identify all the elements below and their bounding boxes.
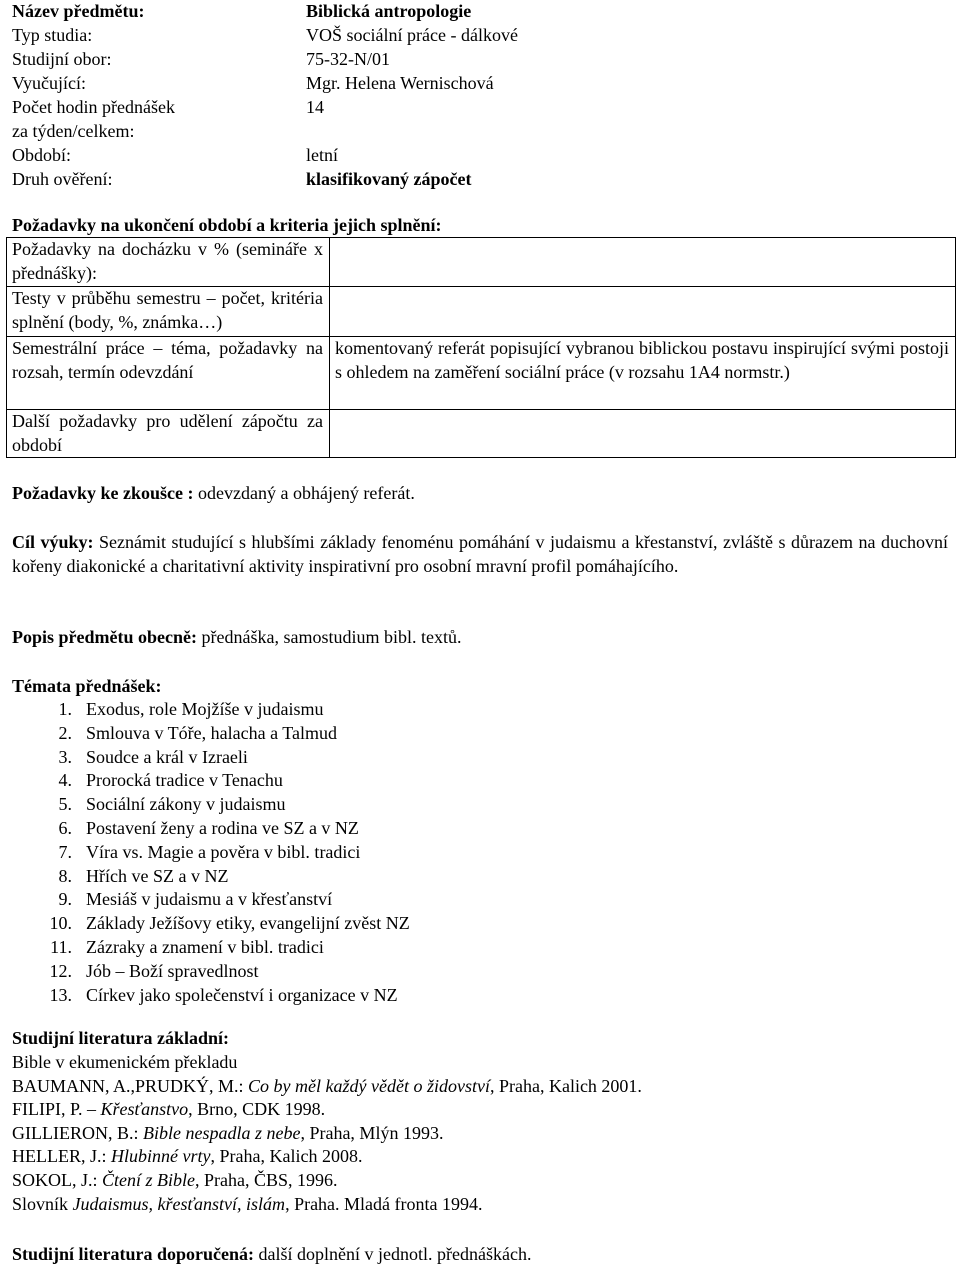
list-number: 13. <box>49 984 72 1005</box>
literature-item <box>12 1145 948 1169</box>
literature-author: FILIPI, P. – <box>12 1099 101 1120</box>
list-text: Soudce a král v Izraeli <box>86 746 248 767</box>
header-value: 14 <box>306 97 324 117</box>
list-number: 12. <box>49 960 72 981</box>
header-row <box>12 120 948 144</box>
requirements-heading: Požadavky na ukončení období a kriteria jejich splnění: <box>12 215 442 235</box>
exam-requirement <box>12 482 415 506</box>
header-label: Název předmětu: <box>12 1 145 21</box>
literature-publisher: , Praha, Kalich 2001. <box>489 1075 642 1096</box>
literature-author: Slovník <box>12 1193 73 1214</box>
exam-text: odevzdaný a obhájený referát. <box>198 483 415 503</box>
list-item <box>12 888 712 912</box>
list-number: 6. <box>58 817 72 838</box>
list-text: Sociální zákony v judaismu <box>86 794 286 815</box>
literature-author: BAUMANN, A.,PRUDKÝ, M.: <box>12 1075 249 1096</box>
literature-publisher: , Praha, ČBS, 1996. <box>195 1169 338 1190</box>
header-value: klasifikovaný zápočet <box>306 169 472 189</box>
list-text: Zázraky a znamení v bibl. tradici <box>86 936 324 957</box>
list-number: 1. <box>58 699 72 719</box>
recommended-label: Studijní literatura doporučená: <box>12 1244 255 1264</box>
literature-item <box>12 1193 948 1217</box>
list-number: 3. <box>58 746 72 767</box>
literature-title: Bible nespadla z nebe <box>142 1122 301 1143</box>
exam-label: Požadavky ke zkoušce : <box>12 483 194 503</box>
list-number: 5. <box>58 794 72 815</box>
goal-text: Seznámit studující s hlubšími základy fenoménu pomáhání v judaismu a křestanství, zvláště s důrazem na duchovní kořeny diakonické a charitativní aktivity inspirativní pro osobní mravní profil pomáhajícího. <box>12 532 948 576</box>
list-text: Hřích ve SZ a v NZ <box>86 865 229 886</box>
table-cell-value <box>330 410 956 458</box>
literature-title: Judaismus, křesťanství, islám <box>72 1193 286 1214</box>
literature-item <box>12 1075 948 1099</box>
list-number: 9. <box>58 889 72 910</box>
literature-title: Čtení z Bible <box>102 1169 196 1190</box>
table-cell-label: Požadavky na docházku v % (semináře x přednášky): <box>7 238 330 287</box>
header-value: Biblická antropologie <box>306 1 472 21</box>
literature-author: Bible v ekumenickém překladu <box>12 1052 238 1072</box>
table-cell-label: Další požadavky pro udělení zápočtu za období <box>7 410 330 458</box>
list-item <box>12 769 712 793</box>
header-row <box>12 168 948 192</box>
list-item <box>12 722 712 746</box>
list-item <box>12 746 712 770</box>
header-value: Mgr. Helena Wernischová <box>306 73 494 93</box>
goal-paragraph <box>12 531 948 578</box>
header-value: VOŠ sociální práce - dálkové <box>306 25 518 45</box>
header-row <box>12 0 948 24</box>
list-item <box>12 817 712 841</box>
course-header <box>12 0 948 192</box>
list-number: 8. <box>58 865 72 886</box>
header-row <box>12 96 948 120</box>
header-row <box>12 24 948 48</box>
table-cell-label: Semestrální práce – téma, požadavky na rozsah, termín odevzdání <box>7 337 330 410</box>
header-label: Vyučující: <box>12 73 86 93</box>
literature-title: Hlubinné vrty <box>111 1146 211 1167</box>
header-row <box>12 48 948 72</box>
literature-heading: Studijní literatura základní: <box>12 1028 230 1048</box>
literature-publisher: , Praha, Kalich 2008. <box>210 1146 363 1167</box>
list-number: 7. <box>58 841 72 862</box>
literature-item <box>12 1051 948 1075</box>
recommended-literature <box>12 1243 531 1267</box>
literature-author: SOKOL, J.: <box>12 1169 103 1190</box>
literature-title: Křesťanstvo <box>100 1099 189 1120</box>
literature-title: Co by měl každý vědět o židovství <box>248 1075 490 1096</box>
literature-item <box>12 1169 948 1193</box>
table-row <box>7 287 956 337</box>
list-item <box>12 841 712 865</box>
literature-publisher: , Praha. Mladá fronta 1994. <box>285 1193 483 1214</box>
list-text: Církev jako společenství i organizace v NZ <box>86 984 398 1005</box>
header-row <box>12 144 948 168</box>
goal-label: Cíl výuky: <box>12 532 94 552</box>
requirements-table <box>6 237 956 458</box>
recommended-text: další doplnění v jednotl. přednáškách. <box>258 1244 532 1264</box>
literature-publisher: , Praha, Mlýn 1993. <box>300 1122 444 1143</box>
header-label: Studijní obor: <box>12 49 112 69</box>
literature-item <box>12 1098 948 1122</box>
list-item <box>12 984 712 1008</box>
table-cell-label: Testy v průběhu semestru – počet, kritéria splnění (body, %, známka…) <box>7 287 330 337</box>
literature-list <box>12 1051 948 1216</box>
literature-publisher: , Brno, CDK 1998. <box>188 1099 326 1120</box>
table-cell-value <box>330 287 956 337</box>
list-item <box>12 793 712 817</box>
list-text: Smlouva v Tóře, halacha a Talmud <box>86 722 338 743</box>
list-text: Jób – Boží spravedlnost <box>86 960 259 981</box>
header-label: Období: <box>12 145 72 165</box>
table-cell-value <box>330 238 956 287</box>
list-number: 10. <box>49 913 72 934</box>
topics-heading: Témata přednášek: <box>12 676 162 696</box>
header-row <box>12 72 948 96</box>
list-item <box>12 912 712 936</box>
literature-author: GILLIERON, B.: <box>12 1122 143 1143</box>
list-text: Víra vs. Magie a pověra v bibl. tradici <box>86 841 361 862</box>
header-label: za týden/celkem: <box>12 121 135 141</box>
literature-item <box>12 1122 948 1146</box>
list-text: Postavení ženy a rodina ve SZ a v NZ <box>86 817 359 838</box>
list-item <box>12 960 712 984</box>
table-row <box>7 337 956 410</box>
table-cell-value: komentovaný referát popisující vybranou biblickou postavu inspirující svými postoji s ohledem na zaměření sociální práce (v rozsahu 1A4 normstr.) <box>330 337 956 410</box>
list-number: 11. <box>50 936 72 957</box>
list-text: Prorocká tradice v Tenachu <box>86 770 283 791</box>
table-row <box>7 238 956 287</box>
list-text: Základy Ježíšovy etiky, evangelijní zvěst NZ <box>86 913 410 934</box>
header-value: letní <box>306 145 338 165</box>
list-item <box>12 936 712 960</box>
literature-author: HELLER, J.: <box>12 1146 111 1167</box>
list-item <box>12 698 712 722</box>
table-row <box>7 410 956 458</box>
list-text: Exodus, role Mojžíše v judaismu <box>86 699 324 719</box>
header-label: Typ studia: <box>12 25 93 45</box>
course-description <box>12 626 461 650</box>
header-value: 75-32-N/01 <box>306 49 390 69</box>
topics-list <box>12 698 712 1007</box>
list-number: 2. <box>58 722 72 743</box>
description-text: přednáška, samostudium bibl. textů. <box>201 627 462 647</box>
list-item <box>12 865 712 889</box>
list-number: 4. <box>58 770 72 791</box>
header-label: Počet hodin přednášek <box>12 97 175 117</box>
list-text: Mesiáš v judaismu a v křesťanství <box>86 889 333 910</box>
header-label: Druh ověření: <box>12 169 113 189</box>
description-label: Popis předmětu obecně: <box>12 627 197 647</box>
